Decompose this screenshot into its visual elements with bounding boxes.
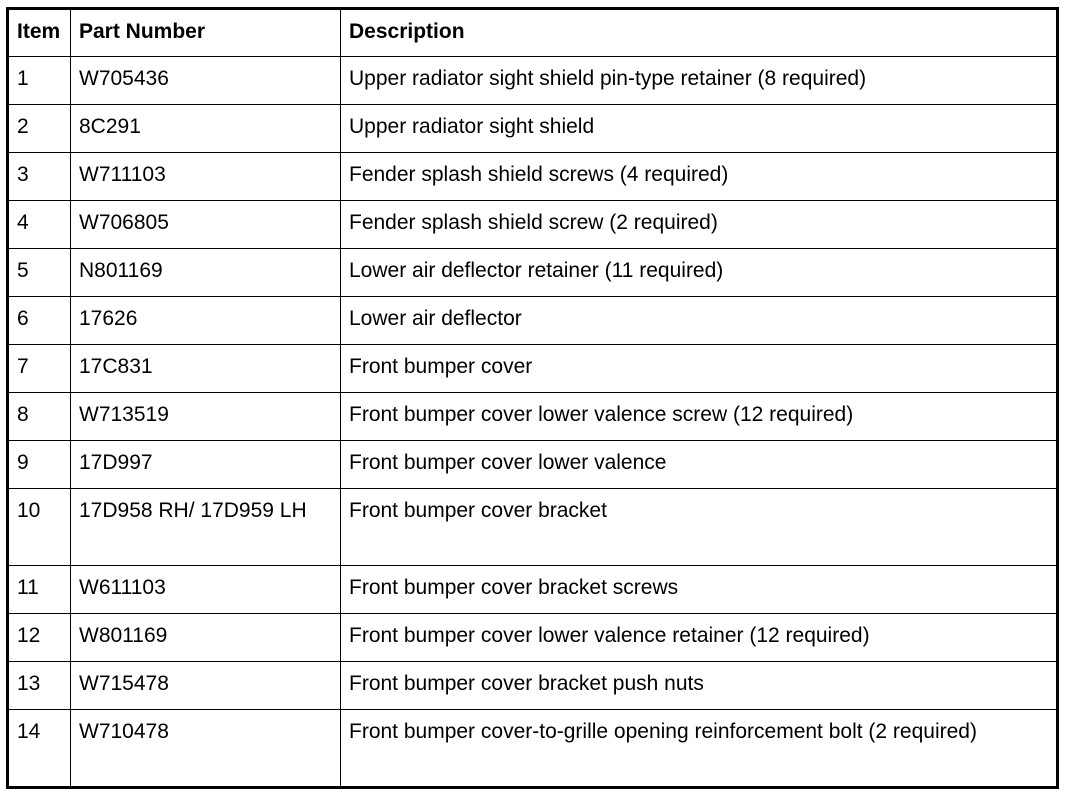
cell-description: Front bumper cover bracket push nuts: [341, 662, 1058, 710]
cell-item: 12: [8, 614, 71, 662]
cell-part-number: W705436: [71, 57, 341, 105]
cell-item: 14: [8, 710, 71, 788]
cell-description: Front bumper cover bracket screws: [341, 566, 1058, 614]
header-part-number: Part Number: [71, 9, 341, 57]
table-row: [8, 662, 1058, 710]
cell-description: Fender splash shield screws (4 required): [341, 153, 1058, 201]
cell-description: Fender splash shield screw (2 required): [341, 201, 1058, 249]
table-row: [8, 489, 1058, 566]
cell-description: Front bumper cover bracket: [341, 489, 1058, 566]
cell-item: 11: [8, 566, 71, 614]
table-row: [8, 105, 1058, 153]
cell-part-number: W713519: [71, 393, 341, 441]
cell-description: Front bumper cover lower valence retainer (12 required): [341, 614, 1058, 662]
cell-description: Upper radiator sight shield: [341, 105, 1058, 153]
cell-part-number: W801169: [71, 614, 341, 662]
header-description: Description: [341, 9, 1058, 57]
cell-part-number: W710478: [71, 710, 341, 788]
table-row: [8, 201, 1058, 249]
cell-part-number: N801169: [71, 249, 341, 297]
cell-item: 7: [8, 345, 71, 393]
cell-part-number: W715478: [71, 662, 341, 710]
table-row: [8, 153, 1058, 201]
header-item: Item: [8, 9, 71, 57]
table-row: [8, 57, 1058, 105]
cell-part-number: W611103: [71, 566, 341, 614]
cell-item: 9: [8, 441, 71, 489]
table-row: [8, 441, 1058, 489]
table-row: [8, 566, 1058, 614]
table-row: [8, 297, 1058, 345]
cell-description: Front bumper cover: [341, 345, 1058, 393]
cell-part-number: 8C291: [71, 105, 341, 153]
cell-part-number: W711103: [71, 153, 341, 201]
cell-item: 8: [8, 393, 71, 441]
cell-item: 2: [8, 105, 71, 153]
cell-part-number: 17C831: [71, 345, 341, 393]
table-row: [8, 393, 1058, 441]
cell-part-number: 17626: [71, 297, 341, 345]
cell-description: Front bumper cover lower valence: [341, 441, 1058, 489]
table-header-row: [8, 9, 1058, 57]
cell-part-number: 17D958 RH/ 17D959 LH: [71, 489, 341, 566]
table-row: [8, 345, 1058, 393]
cell-item: 4: [8, 201, 71, 249]
cell-description: Lower air deflector retainer (11 required): [341, 249, 1058, 297]
table-row: [8, 249, 1058, 297]
cell-item: 13: [8, 662, 71, 710]
cell-description: Lower air deflector: [341, 297, 1058, 345]
cell-part-number: 17D997: [71, 441, 341, 489]
parts-table: [6, 7, 1059, 789]
cell-item: 6: [8, 297, 71, 345]
table-row: [8, 614, 1058, 662]
cell-description: Upper radiator sight shield pin-type retainer (8 required): [341, 57, 1058, 105]
cell-item: 10: [8, 489, 71, 566]
cell-item: 5: [8, 249, 71, 297]
table-row: [8, 710, 1058, 788]
cell-description: Front bumper cover-to-grille opening reinforcement bolt (2 required): [341, 710, 1058, 788]
cell-item: 3: [8, 153, 71, 201]
cell-description: Front bumper cover lower valence screw (12 required): [341, 393, 1058, 441]
cell-part-number: W706805: [71, 201, 341, 249]
cell-item: 1: [8, 57, 71, 105]
